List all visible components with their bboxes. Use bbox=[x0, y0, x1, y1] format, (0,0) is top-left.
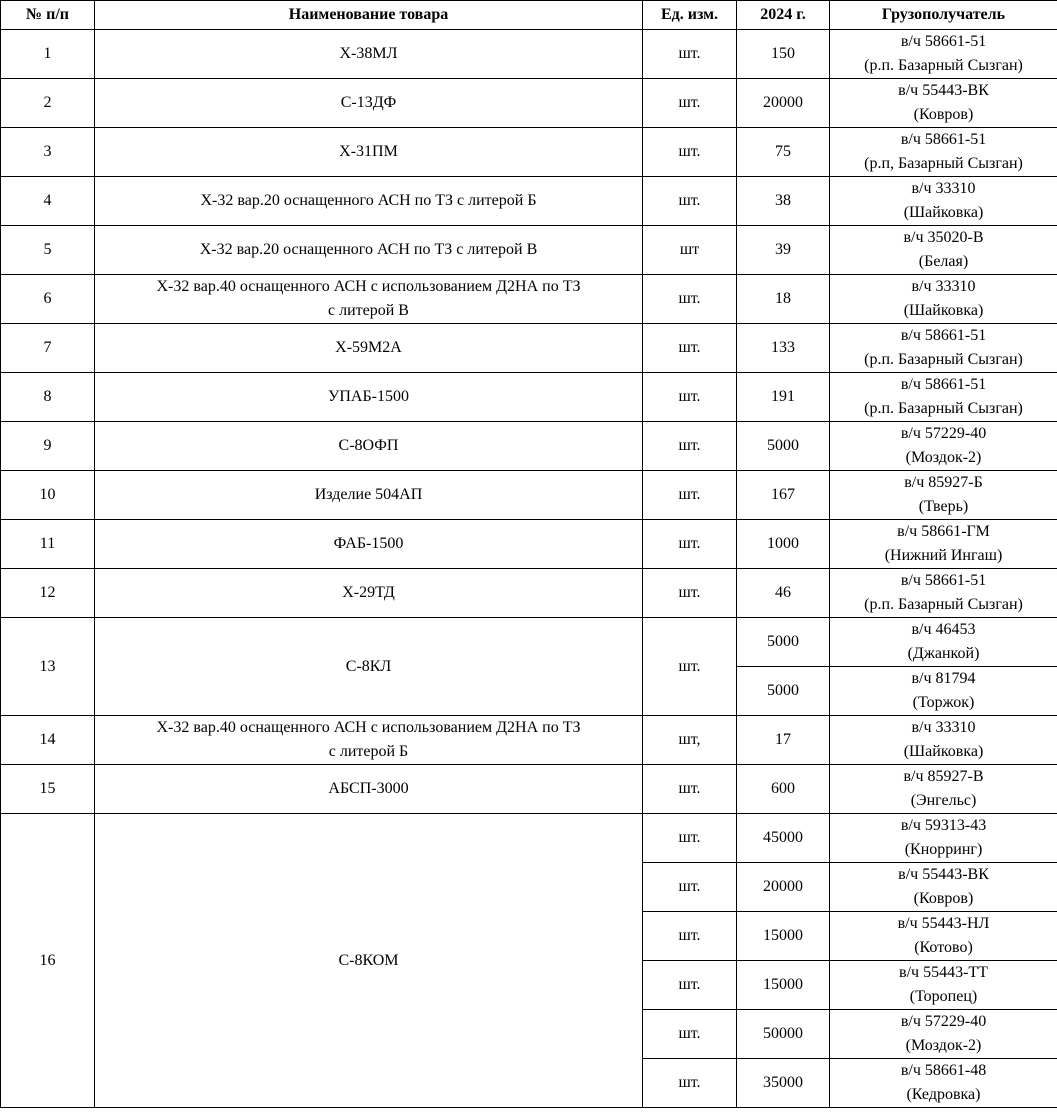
quantity-2024: 20000 bbox=[737, 863, 830, 912]
item-name bbox=[95, 422, 643, 471]
item-name-line: Х-31ПМ bbox=[339, 143, 398, 160]
unit: шт. bbox=[643, 177, 737, 226]
row-num: 10 bbox=[1, 471, 95, 520]
item-name bbox=[95, 177, 643, 226]
consignee-line: (Моздок-2) bbox=[905, 449, 982, 466]
table-row bbox=[1, 30, 1057, 79]
quantity-2024: 38 bbox=[737, 177, 830, 226]
consignee bbox=[830, 30, 1057, 79]
consignee bbox=[830, 569, 1057, 618]
consignee bbox=[830, 618, 1057, 667]
item-name bbox=[95, 520, 643, 569]
quantity-2024: 17 bbox=[737, 716, 830, 765]
row-num: 12 bbox=[1, 569, 95, 618]
consignee bbox=[830, 863, 1057, 912]
consignee-line: в/ч 59313-43 bbox=[900, 817, 987, 834]
consignee bbox=[830, 961, 1057, 1010]
table-row bbox=[1, 275, 1057, 324]
item-name bbox=[95, 79, 643, 128]
header-row bbox=[1, 1, 1057, 30]
table-row bbox=[1, 324, 1057, 373]
unit: шт, bbox=[643, 716, 737, 765]
item-name-line: С-8КОМ bbox=[338, 951, 399, 969]
item-name-line: С-8ОФП bbox=[338, 437, 399, 454]
item-name bbox=[95, 373, 643, 422]
consignee bbox=[830, 1010, 1057, 1059]
quantity-2024: 133 bbox=[737, 324, 830, 373]
consignee-line: в/ч 35020-В bbox=[903, 229, 984, 246]
item-name bbox=[95, 128, 643, 177]
header-consignee: Грузополучатель bbox=[830, 1, 1057, 30]
quantity-2024: 191 bbox=[737, 373, 830, 422]
consignee bbox=[830, 765, 1057, 814]
consignee-line: в/ч 58661-51 bbox=[900, 376, 987, 393]
consignee-line: в/ч 33310 bbox=[911, 180, 976, 197]
item-name bbox=[95, 716, 643, 765]
unit: шт. bbox=[643, 324, 737, 373]
item-name-line: ФАБ-1500 bbox=[333, 535, 404, 552]
row-num: 2 bbox=[1, 79, 95, 128]
consignee-line: (Торопец) bbox=[909, 988, 978, 1005]
quantity-2024: 5000 bbox=[737, 667, 830, 716]
item-name-line: Х-32 вар.20 оснащенного АСН по ТЗ с литерой Б bbox=[200, 192, 537, 209]
row-num: 16 bbox=[1, 814, 95, 1108]
consignee-line: (Торжок) bbox=[912, 694, 975, 711]
item-name bbox=[95, 765, 643, 814]
consignee bbox=[830, 1059, 1057, 1108]
item-name bbox=[95, 226, 643, 275]
table-row bbox=[1, 471, 1057, 520]
unit: шт. bbox=[643, 1059, 737, 1108]
consignee-line: (Шайковка) bbox=[903, 204, 984, 221]
row-num: 6 bbox=[1, 275, 95, 324]
item-name bbox=[95, 324, 643, 373]
consignee-line: (Моздок-2) bbox=[905, 1037, 982, 1054]
item-name-line: Х-32 вар.20 оснащенного АСН по ТЗ с литерой В bbox=[199, 241, 538, 258]
unit: шт. bbox=[643, 1010, 737, 1059]
consignee bbox=[830, 324, 1057, 373]
item-name-line: Х-32 вар.40 оснащенного АСН с использованием Д2НА по ТЗ bbox=[156, 278, 581, 295]
row-num: 14 bbox=[1, 716, 95, 765]
consignee-line: (Шайковка) bbox=[903, 743, 984, 760]
quantity-2024: 18 bbox=[737, 275, 830, 324]
unit: шт. bbox=[643, 471, 737, 520]
header-name: Наименование товара bbox=[95, 1, 643, 30]
consignee-line: (р.п. Базарный Сызган) bbox=[864, 596, 1023, 613]
header-year: 2024 г. bbox=[737, 1, 830, 30]
header-num: № п/п bbox=[1, 1, 95, 30]
consignee-line: (р.п, Базарный Сызган) bbox=[864, 155, 1023, 172]
consignee-line: в/ч 46453 bbox=[911, 621, 976, 638]
quantity-2024: 150 bbox=[737, 30, 830, 79]
unit: шт. bbox=[643, 275, 737, 324]
consignee bbox=[830, 912, 1057, 961]
consignee-line: в/ч 33310 bbox=[911, 719, 976, 736]
unit: шт. bbox=[643, 569, 737, 618]
unit: шт. bbox=[643, 520, 737, 569]
item-name-line: УПАБ-1500 bbox=[328, 388, 409, 405]
row-num: 1 bbox=[1, 30, 95, 79]
item-name bbox=[95, 814, 643, 1108]
consignee-line: в/ч 58661-51 bbox=[900, 327, 987, 344]
row-num: 9 bbox=[1, 422, 95, 471]
quantity-2024: 50000 bbox=[737, 1010, 830, 1059]
item-name-line: с литерой В bbox=[328, 302, 409, 319]
row-num: 8 bbox=[1, 373, 95, 422]
unit: шт. bbox=[643, 373, 737, 422]
consignee-line: в/ч 85927-В bbox=[903, 768, 984, 785]
quantity-2024: 167 bbox=[737, 471, 830, 520]
table-row bbox=[1, 765, 1057, 814]
quantity-2024: 15000 bbox=[737, 912, 830, 961]
unit: шт bbox=[643, 226, 737, 275]
item-name bbox=[95, 618, 643, 716]
consignee bbox=[830, 373, 1057, 422]
consignee bbox=[830, 79, 1057, 128]
consignee bbox=[830, 667, 1057, 716]
consignee bbox=[830, 520, 1057, 569]
table-row bbox=[1, 520, 1057, 569]
quantity-2024: 45000 bbox=[737, 814, 830, 863]
consignee-line: в/ч 58661-51 bbox=[900, 33, 987, 50]
row-num: 7 bbox=[1, 324, 95, 373]
item-name bbox=[95, 30, 643, 79]
quantity-2024: 20000 bbox=[737, 79, 830, 128]
item-name bbox=[95, 569, 643, 618]
consignee bbox=[830, 177, 1057, 226]
consignee-line: (Котово) bbox=[914, 939, 973, 956]
consignee bbox=[830, 814, 1057, 863]
consignee-line: в/ч 58661-51 bbox=[900, 572, 987, 589]
consignee bbox=[830, 226, 1057, 275]
quantity-2024: 1000 bbox=[737, 520, 830, 569]
consignee-line: в/ч 55443-ВК bbox=[898, 866, 989, 883]
table-row bbox=[1, 814, 1057, 863]
unit: шт. bbox=[643, 30, 737, 79]
row-num: 13 bbox=[1, 618, 95, 716]
consignee-line: в/ч 85927-Б bbox=[904, 474, 983, 491]
consignee bbox=[830, 716, 1057, 765]
consignee bbox=[830, 422, 1057, 471]
consignee-line: (Тверь) bbox=[918, 498, 969, 515]
unit: шт. bbox=[643, 961, 737, 1010]
table-row bbox=[1, 716, 1057, 765]
table-row bbox=[1, 569, 1057, 618]
table-body bbox=[1, 30, 1057, 1108]
table-row bbox=[1, 618, 1057, 667]
unit: шт. bbox=[643, 422, 737, 471]
row-num: 15 bbox=[1, 765, 95, 814]
quantity-2024: 600 bbox=[737, 765, 830, 814]
table-row bbox=[1, 79, 1057, 128]
quantity-2024: 75 bbox=[737, 128, 830, 177]
quantity-2024: 15000 bbox=[737, 961, 830, 1010]
item-name-line: Х-59М2А bbox=[335, 339, 402, 356]
item-name-line: АБСП-3000 bbox=[328, 780, 409, 797]
unit: шт. bbox=[643, 863, 737, 912]
consignee-line: в/ч 58661-ГМ bbox=[897, 523, 990, 540]
item-name-line: С-8КЛ bbox=[345, 657, 392, 675]
consignee-line: (Джанкой) bbox=[907, 645, 980, 662]
unit: шт. bbox=[643, 128, 737, 177]
unit: шт. bbox=[643, 79, 737, 128]
consignee-line: (Ковров) bbox=[913, 890, 974, 907]
consignee-line: в/ч 81794 bbox=[911, 670, 976, 687]
consignee-line: (Шайковка) bbox=[903, 302, 984, 319]
row-num: 4 bbox=[1, 177, 95, 226]
consignee-line: в/ч 57229-40 bbox=[900, 1013, 987, 1030]
row-num: 11 bbox=[1, 520, 95, 569]
table-row bbox=[1, 226, 1057, 275]
consignee-line: в/ч 57229-40 bbox=[900, 425, 987, 442]
consignee-line: (Ковров) bbox=[913, 106, 974, 123]
consignee-line: в/ч 55443-ТТ bbox=[899, 964, 988, 981]
table-row bbox=[1, 373, 1057, 422]
table-row bbox=[1, 422, 1057, 471]
quantity-2024: 5000 bbox=[737, 422, 830, 471]
row-num: 5 bbox=[1, 226, 95, 275]
item-name-line: с литерой Б bbox=[328, 743, 409, 760]
consignee-line: (Нижний Ингаш) bbox=[884, 547, 1003, 564]
item-name bbox=[95, 275, 643, 324]
quantity-2024: 5000 bbox=[737, 618, 830, 667]
header-unit: Ед. изм. bbox=[643, 1, 737, 30]
consignee bbox=[830, 128, 1057, 177]
consignee-line: (Энгельс) bbox=[910, 792, 977, 809]
item-name-line: Изделие 504АП bbox=[314, 486, 423, 503]
consignee-line: в/ч 33310 bbox=[911, 278, 976, 295]
consignee bbox=[830, 471, 1057, 520]
consignee-line: (Кнорринг) bbox=[904, 841, 983, 858]
quantity-2024: 46 bbox=[737, 569, 830, 618]
unit: шт. bbox=[643, 765, 737, 814]
consignee-line: в/ч 58661-51 bbox=[900, 131, 987, 148]
item-name-line: Х-29ТД bbox=[342, 584, 395, 601]
consignee-line: (Белая) bbox=[918, 253, 969, 270]
consignee-line: (Кедровка) bbox=[906, 1086, 981, 1103]
quantity-2024: 35000 bbox=[737, 1059, 830, 1108]
consignee-line: в/ч 55443-НЛ bbox=[897, 915, 990, 932]
item-name-line: С-13ДФ bbox=[340, 94, 397, 111]
item-name-line: Х-32 вар.40 оснащенного АСН с использованием Д2НА по ТЗ bbox=[156, 719, 581, 736]
consignee-line: в/ч 58661-48 bbox=[900, 1062, 987, 1079]
consignee-line: в/ч 55443-ВК bbox=[898, 82, 989, 99]
table-row bbox=[1, 177, 1057, 226]
item-name-line: Х-38МЛ bbox=[339, 45, 398, 62]
consignee-line: (р.п. Базарный Сызган) bbox=[864, 57, 1023, 74]
item-name bbox=[95, 471, 643, 520]
unit: шт. bbox=[643, 912, 737, 961]
row-num: 3 bbox=[1, 128, 95, 177]
quantity-2024: 39 bbox=[737, 226, 830, 275]
table-row bbox=[1, 128, 1057, 177]
unit: шт. bbox=[643, 618, 737, 716]
consignee-line: (р.п. Базарный Сызган) bbox=[864, 351, 1023, 368]
consignee bbox=[830, 275, 1057, 324]
unit: шт. bbox=[643, 814, 737, 863]
consignee-line: (р.п. Базарный Сызган) bbox=[864, 400, 1023, 417]
